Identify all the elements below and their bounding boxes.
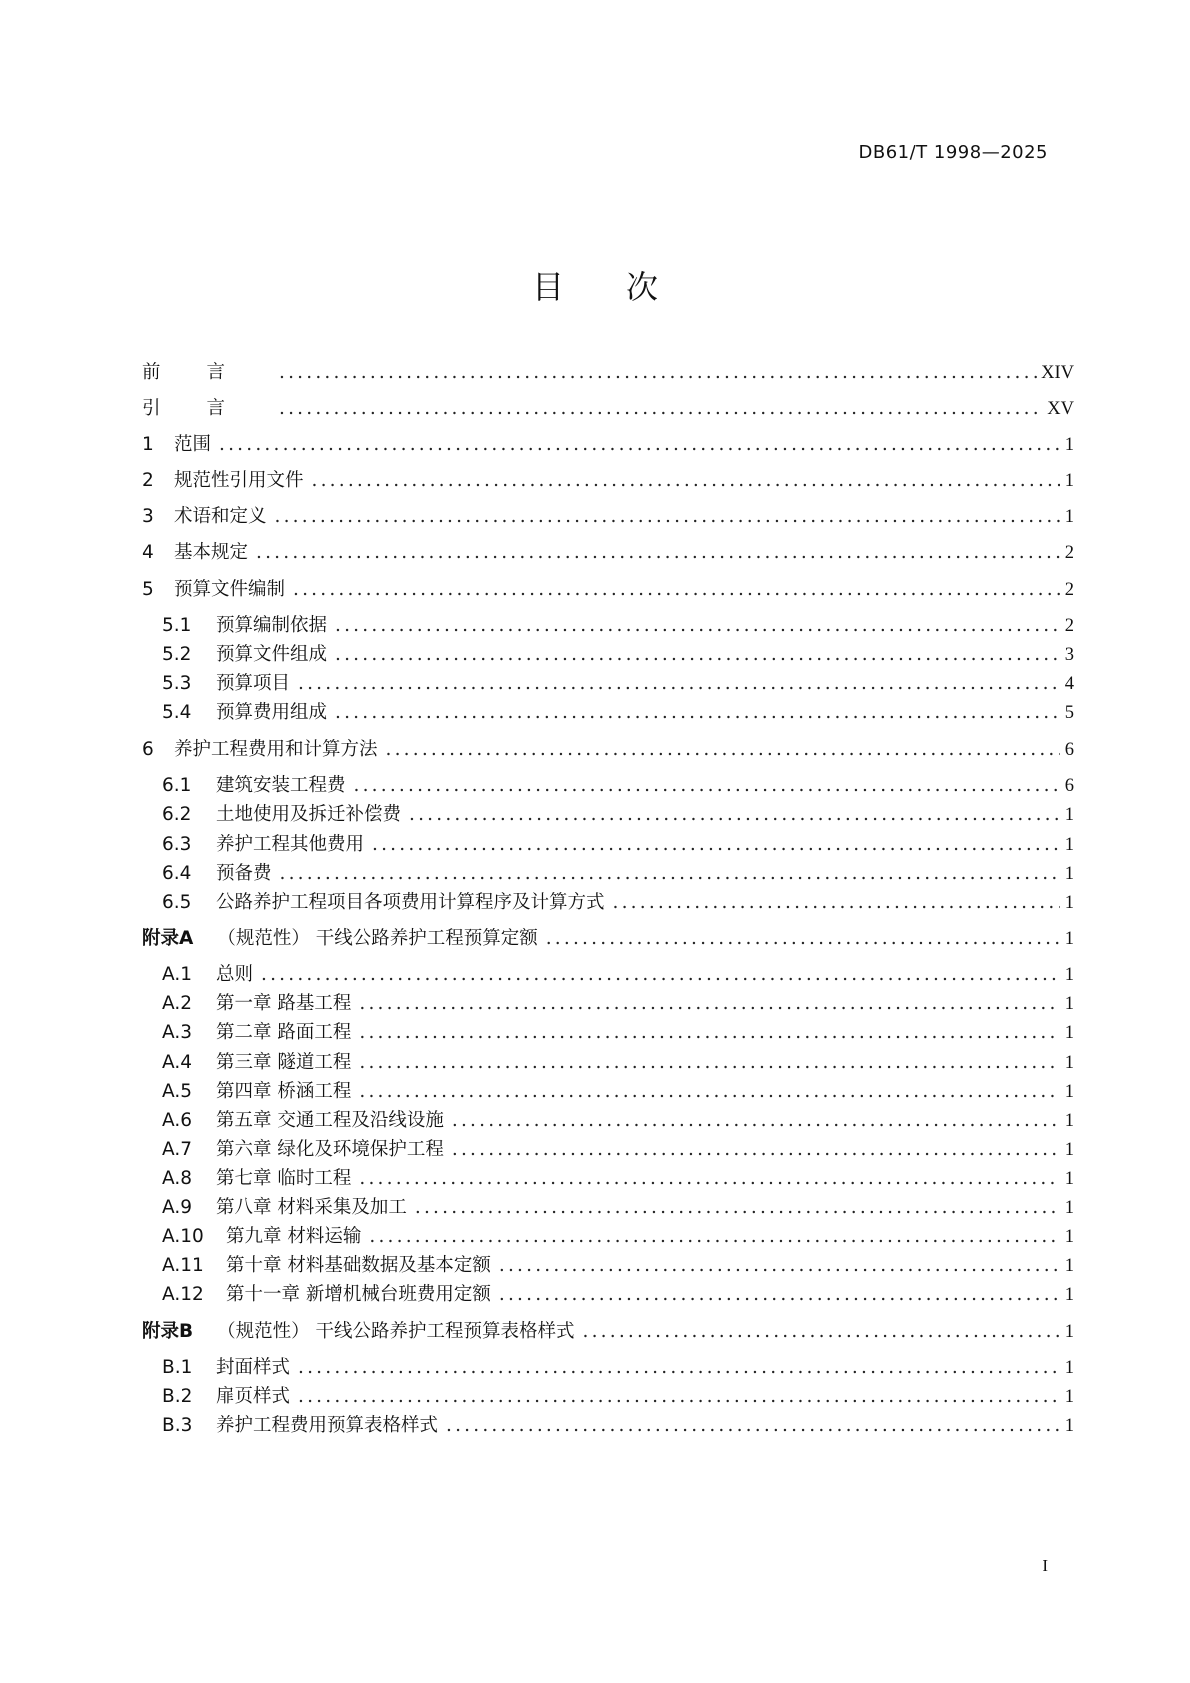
toc-leader-dots <box>298 1353 1060 1383</box>
toc-entry-number: 1 <box>142 434 154 455</box>
toc-entry-title: 土地使用及拆迁补偿费 <box>216 804 402 825</box>
toc-entry-page: 1 <box>1064 929 1074 949</box>
toc-entry-page: 5 <box>1064 703 1074 723</box>
toc-leader-dots <box>298 1382 1060 1412</box>
toc-entry-title: 预算编制依据 <box>216 615 328 636</box>
toc-leader-dots <box>613 888 1060 918</box>
toc-leader-dots <box>275 502 1060 532</box>
toc-leader-dots <box>359 1048 1060 1078</box>
toc-entry[interactable] <box>142 575 1074 605</box>
toc-leader-dots <box>546 924 1060 954</box>
toc-entry-title: 第二章 路面工程 <box>216 1022 352 1043</box>
toc-leader-dots <box>335 640 1060 670</box>
toc-entry-number: 6.2 <box>162 804 192 825</box>
toc-entry-page: 1 <box>1064 1227 1074 1247</box>
toc-entry-page: 1 <box>1064 1082 1074 1102</box>
toc-entry-number: 3 <box>142 506 154 527</box>
toc-entry[interactable] <box>142 358 1074 388</box>
toc-entry-title: 封面样式 <box>216 1357 291 1378</box>
toc-entry-number: 附录A <box>142 928 194 949</box>
toc-entry-page: 1 <box>1064 965 1074 985</box>
toc-leader-dots <box>446 1411 1060 1441</box>
toc-leader-dots <box>359 1164 1060 1194</box>
toc-leader-dots <box>452 1106 1060 1136</box>
toc-entry-title: 前言 <box>142 362 272 383</box>
toc-entry[interactable] <box>162 859 1074 889</box>
toc-entry-page: 2 <box>1064 616 1074 636</box>
toc-entry-number: A.1 <box>162 964 192 985</box>
toc-entry[interactable] <box>162 830 1074 860</box>
toc-entry-title: 第四章 桥涵工程 <box>216 1081 352 1102</box>
toc-entry-page: XIV <box>1041 363 1074 383</box>
toc-entry-page: 2 <box>1064 580 1074 600</box>
toc-entry-title: （规范性） 干线公路养护工程预算定额 <box>217 928 538 949</box>
page-folio: I <box>1042 1556 1048 1575</box>
toc-entry-title: 预算文件组成 <box>216 644 328 665</box>
toc-entry[interactable] <box>162 1411 1074 1441</box>
toc-entry-page: 1 <box>1064 1416 1074 1436</box>
toc-entry-page: 1 <box>1064 1198 1074 1218</box>
toc-entry[interactable] <box>162 1135 1074 1165</box>
toc-entry[interactable] <box>162 611 1074 641</box>
toc-entry-page: 1 <box>1064 864 1074 884</box>
toc-entry-page: 1 <box>1064 507 1074 527</box>
toc-entry-number: 6.4 <box>162 863 192 884</box>
toc-entry-number: 5.2 <box>162 644 192 665</box>
toc-leader-dots <box>359 989 1060 1019</box>
toc-entry-title: 第五章 交通工程及沿线设施 <box>216 1110 444 1131</box>
toc-entry[interactable] <box>162 640 1074 670</box>
toc-entry-title: 建筑安装工程费 <box>216 775 346 796</box>
toc-leader-dots <box>256 538 1060 568</box>
toc-leader-dots <box>219 430 1060 460</box>
toc-entry-title: 第七章 临时工程 <box>216 1168 352 1189</box>
toc-entry-title: 规范性引用文件 <box>174 470 304 491</box>
toc-entry-title: 扉页样式 <box>216 1386 291 1407</box>
toc-entry-number: A.12 <box>162 1284 204 1305</box>
toc-entry[interactable] <box>162 800 1074 830</box>
toc-leader-dots <box>499 1280 1060 1310</box>
toc-entry[interactable] <box>162 888 1074 918</box>
toc-entry-page: 1 <box>1064 435 1074 455</box>
toc-entry-title: 引言 <box>142 398 272 419</box>
toc-entry-title: 第三章 隧道工程 <box>216 1052 352 1073</box>
toc-entry[interactable] <box>142 924 1074 954</box>
toc-entry-number: 6.5 <box>162 892 192 913</box>
toc-entry-title: 第六章 绿化及环境保护工程 <box>216 1139 444 1160</box>
toc-entry-title: （规范性） 干线公路养护工程预算表格样式 <box>217 1321 575 1342</box>
toc-entry-number: A.8 <box>162 1168 192 1189</box>
toc-leader-dots <box>354 771 1060 801</box>
toc-leader-dots <box>279 358 1037 388</box>
toc-leader-dots <box>298 669 1060 699</box>
toc-entry-number: A.11 <box>162 1255 204 1276</box>
toc-leader-dots <box>499 1251 1060 1281</box>
toc-entry-title: 预备费 <box>216 863 272 884</box>
toc-entry-title: 公路养护工程项目各项费用计算程序及计算方式 <box>216 892 605 913</box>
toc-entry-page: 1 <box>1064 1053 1074 1073</box>
toc-title: 目次 <box>531 268 720 306</box>
toc-entry[interactable] <box>142 1317 1074 1347</box>
toc-entry-page: XV <box>1047 399 1074 419</box>
toc-leader-dots <box>335 611 1060 641</box>
toc-leader-dots <box>293 575 1060 605</box>
toc-entry-title: 基本规定 <box>174 542 249 563</box>
toc-entry[interactable] <box>162 960 1074 990</box>
toc-entry-number: A.5 <box>162 1081 192 1102</box>
toc-entry-number: A.6 <box>162 1110 192 1131</box>
toc-entry[interactable] <box>142 538 1074 568</box>
toc-entry-title: 预算项目 <box>216 673 291 694</box>
toc-entry-number: 5.4 <box>162 702 192 723</box>
toc-entry-title: 养护工程费用预算表格样式 <box>216 1415 439 1436</box>
toc-leader-dots <box>386 735 1060 765</box>
toc-entry-title: 养护工程费用和计算方法 <box>174 739 378 760</box>
toc-entry[interactable] <box>142 466 1074 496</box>
toc-entry-title: 第九章 材料运输 <box>226 1226 362 1247</box>
toc-entry-number: A.9 <box>162 1197 192 1218</box>
toc-entry-page: 1 <box>1064 1256 1074 1276</box>
toc-entry[interactable] <box>162 989 1074 1019</box>
toc-entry-number: B.3 <box>162 1415 193 1436</box>
toc-entry[interactable] <box>162 1193 1074 1223</box>
toc-leader-dots <box>279 394 1043 424</box>
toc-leader-dots <box>261 960 1060 990</box>
toc-leader-dots <box>583 1317 1061 1347</box>
toc-entry-title: 预算费用组成 <box>216 702 328 723</box>
toc-entry-number: 6.1 <box>162 775 192 796</box>
toc-leader-dots <box>280 859 1060 889</box>
toc-entry-page: 1 <box>1064 471 1074 491</box>
toc-leader-dots <box>335 698 1060 728</box>
toc-entry-page: 1 <box>1064 805 1074 825</box>
toc-entry-page: 6 <box>1064 776 1074 796</box>
toc-entry[interactable] <box>142 394 1074 424</box>
toc-entry[interactable] <box>162 698 1074 728</box>
toc-entry-number: B.1 <box>162 1357 193 1378</box>
toc-entry[interactable] <box>162 1280 1074 1310</box>
toc-entry[interactable] <box>162 669 1074 699</box>
toc-entry[interactable] <box>162 1077 1074 1107</box>
toc-entry-page: 1 <box>1064 1285 1074 1305</box>
toc-entry-page: 3 <box>1064 645 1074 665</box>
toc-entry-number: A.10 <box>162 1226 204 1247</box>
toc-leader-dots <box>359 1077 1060 1107</box>
toc-leader-dots <box>312 466 1060 496</box>
toc-leader-dots <box>359 1018 1060 1048</box>
toc-leader-dots <box>415 1193 1060 1223</box>
toc-entry-number: 5.1 <box>162 615 192 636</box>
toc-entry[interactable] <box>162 1251 1074 1281</box>
toc-leader-dots <box>369 1222 1060 1252</box>
toc-entry-page: 1 <box>1064 1169 1074 1189</box>
toc-entry-number: 2 <box>142 470 154 491</box>
toc-entry[interactable] <box>162 1018 1074 1048</box>
toc-entry-number: 5.3 <box>162 673 192 694</box>
toc-entry[interactable] <box>142 735 1074 765</box>
toc-entry-number: A.7 <box>162 1139 192 1160</box>
toc-entry-title: 第十章 材料基础数据及基本定额 <box>226 1255 491 1276</box>
toc-entry-number: A.2 <box>162 993 192 1014</box>
toc-entry-title: 第八章 材料采集及加工 <box>216 1197 407 1218</box>
toc-entry-page: 1 <box>1064 994 1074 1014</box>
toc-entry-title: 第十一章 新增机械台班费用定额 <box>226 1284 491 1305</box>
toc-entry-page: 6 <box>1064 740 1074 760</box>
toc-entry-page: 1 <box>1064 835 1074 855</box>
toc-entry[interactable] <box>142 502 1074 532</box>
toc-entry-title: 预算文件编制 <box>174 579 286 600</box>
toc-entry-page: 1 <box>1064 1322 1074 1342</box>
toc-entry-page: 2 <box>1064 543 1074 563</box>
toc-entry-page: 4 <box>1064 674 1074 694</box>
toc-leader-dots <box>372 830 1060 860</box>
doc-code: DB61/T 1998—2025 <box>858 142 1048 163</box>
toc-entry[interactable] <box>162 1048 1074 1078</box>
toc-entry-number: 附录B <box>142 1321 194 1342</box>
toc-entry-page: 1 <box>1064 893 1074 913</box>
toc-entry[interactable] <box>162 1353 1074 1383</box>
toc-entry-page: 1 <box>1064 1023 1074 1043</box>
toc-entry-number: 4 <box>142 542 154 563</box>
toc-entry-page: 1 <box>1064 1140 1074 1160</box>
toc-entry-number: 6.3 <box>162 834 192 855</box>
toc-entry-number: 5 <box>142 579 154 600</box>
toc-entry[interactable] <box>162 1222 1074 1252</box>
toc-entry-number: 6 <box>142 739 154 760</box>
toc-leader-dots <box>409 800 1060 830</box>
toc-entry-title: 总则 <box>216 964 254 985</box>
toc-leader-dots <box>452 1135 1060 1165</box>
toc-entry[interactable] <box>142 430 1074 460</box>
toc-entry-page: 1 <box>1064 1358 1074 1378</box>
toc-entry-title: 术语和定义 <box>174 506 267 527</box>
toc-entry-page: 1 <box>1064 1387 1074 1407</box>
toc-entry[interactable] <box>162 771 1074 801</box>
toc-entry-title: 范围 <box>174 434 212 455</box>
toc-entry[interactable] <box>162 1382 1074 1412</box>
toc-entry-number: A.4 <box>162 1052 192 1073</box>
toc-entry[interactable] <box>162 1164 1074 1194</box>
toc-entry[interactable] <box>162 1106 1074 1136</box>
toc-entry-number: A.3 <box>162 1022 192 1043</box>
toc-entry-title: 第一章 路基工程 <box>216 993 352 1014</box>
toc-entry-number: B.2 <box>162 1386 193 1407</box>
toc-entry-page: 1 <box>1064 1111 1074 1131</box>
toc-entry-title: 养护工程其他费用 <box>216 834 365 855</box>
